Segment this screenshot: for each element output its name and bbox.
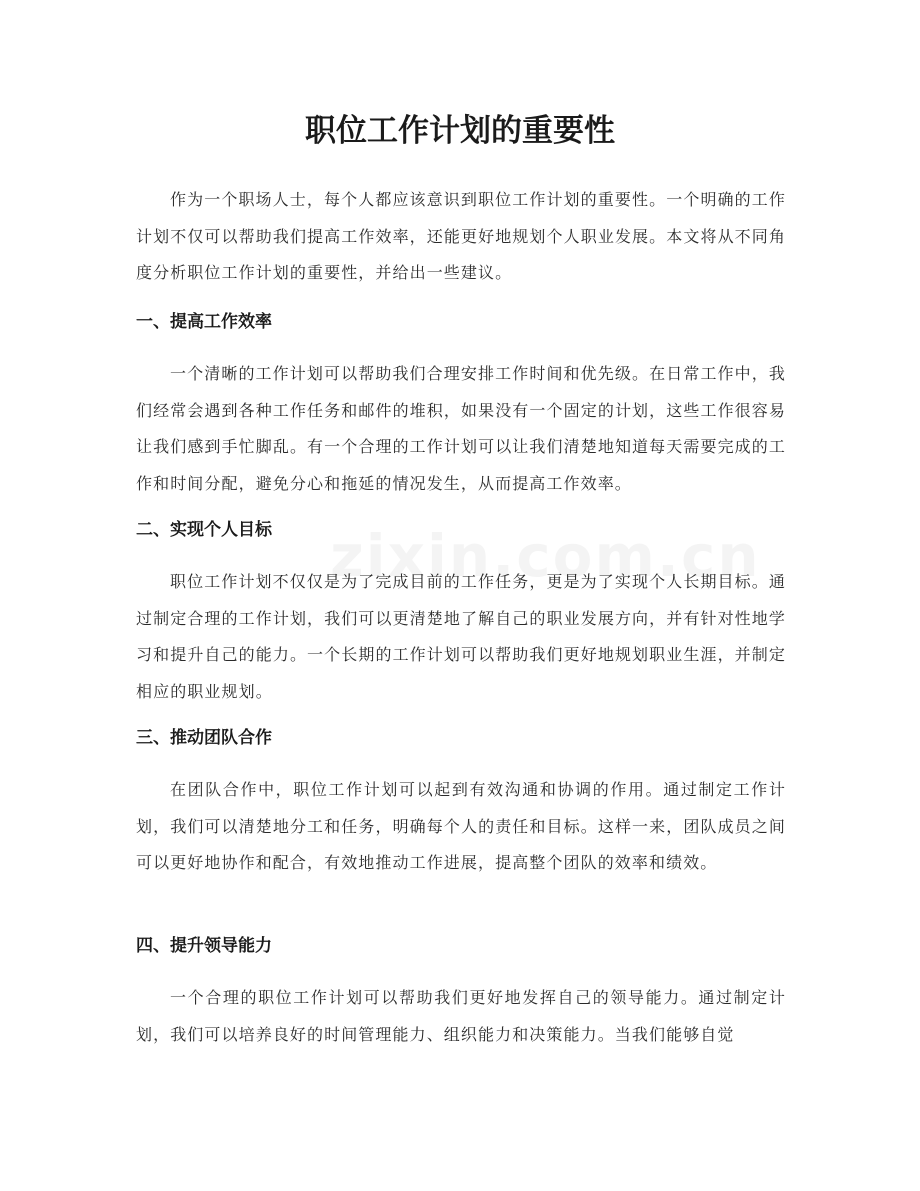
- section-body-1: 一个清晰的工作计划可以帮助我们合理安排工作时间和优先级。在日常工作中，我们经常会遇到各种工作任务和邮件的堆积，如果没有一个固定的计划，这些工作很容易让我们感到手忙脚乱。有一个合理的工作计划可以让我们清楚地知道每天需要完成的工作和时间分配，避免分心和拖延的情况发生，从而提高工作效率。: [136, 364, 786, 493]
- section-heading-2: 二、实现个人目标: [136, 520, 272, 540]
- section-heading-4: 四、提升领导能力: [136, 936, 272, 956]
- section-heading-1: 一、提高工作效率: [136, 312, 272, 332]
- section-body-2: 职位工作计划不仅仅是为了完成目前的工作任务，更是为了实现个人长期目标。通过制定合理的工作计划，我们可以更清楚地了解自己的职业发展方向，并有针对性地学习和提升自己的能力。一个长期的工作计划可以帮助我们更好地规划职业生涯，并制定相应的职业规划。: [136, 572, 786, 701]
- intro-paragraph: 作为一个职场人士，每个人都应该意识到职位工作计划的重要性。一个明确的工作计划不仅可以帮助我们提高工作效率，还能更好地规划个人职业发展。本文将从不同角度分析职位工作计划的重要性，并给出一些建议。: [136, 190, 786, 282]
- section-body-3: 在团队合作中，职位工作计划可以起到有效沟通和协调的作用。通过制定工作计划，我们可以清楚地分工和任务，明确每个人的责任和目标。这样一来，团队成员之间可以更好地协作和配合，有效地推动工作进展，提高整个团队的效率和绩效。: [136, 780, 786, 872]
- section-heading-3: 三、推动团队合作: [136, 728, 272, 748]
- document-title: 职位工作计划的重要性: [305, 113, 615, 149]
- section-body-4: 一个合理的职位工作计划可以帮助我们更好地发挥自己的领导能力。通过制定计划，我们可以培养良好的时间管理能力、组织能力和决策能力。当我们能够自觉: [136, 988, 786, 1044]
